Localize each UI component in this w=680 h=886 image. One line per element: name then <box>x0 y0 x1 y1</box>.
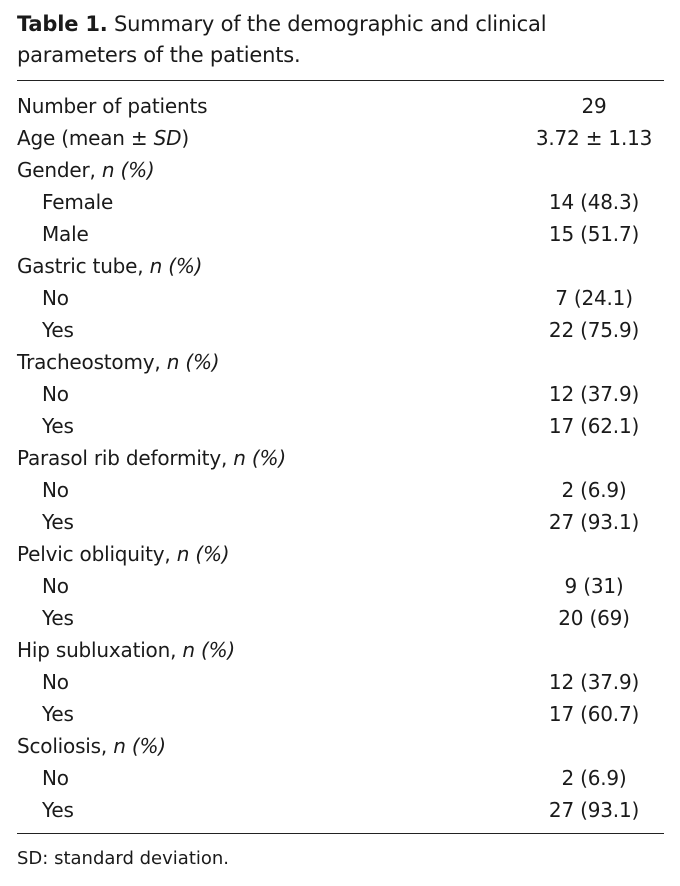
row-label-text: Age (mean ± <box>17 126 154 150</box>
row-label <box>42 378 69 410</box>
table-row <box>17 442 664 474</box>
row-value: 7 (24.1) <box>555 286 633 310</box>
row-value: 2 (6.9) <box>561 478 627 502</box>
row-value: 3.72 ± 1.13 <box>535 126 653 150</box>
table-footnote: SD: standard deviation. <box>17 848 230 869</box>
row-label-text: Gender, <box>17 158 102 182</box>
row-label-text: No <box>42 574 69 598</box>
row-value: 17 (60.7) <box>548 702 640 726</box>
table-caption <box>17 9 669 71</box>
row-value: 9 (31) <box>564 574 624 598</box>
row-label-text: Yes <box>42 318 74 342</box>
row-label <box>17 538 229 570</box>
row-label-text: Hip subluxation, <box>17 638 183 662</box>
row-label-unit: n (%) <box>149 254 203 278</box>
row-label <box>42 314 74 346</box>
row-label-text: No <box>42 670 69 694</box>
row-label <box>42 410 74 442</box>
row-label-text: Number of patients <box>17 94 208 118</box>
table-subrow <box>17 602 664 634</box>
row-label-text: Female <box>42 190 114 214</box>
table-row <box>17 538 664 570</box>
row-label-text: No <box>42 766 69 790</box>
row-label <box>42 570 69 602</box>
table-subrow <box>17 218 664 250</box>
row-label-text: Yes <box>42 606 74 630</box>
row-label-text: Pelvic obliquity, <box>17 542 177 566</box>
row-label-unit: n (%) <box>113 734 166 758</box>
table-body <box>17 90 664 826</box>
table-subrow <box>17 186 664 218</box>
table-row <box>17 122 664 154</box>
row-value: 27 (93.1) <box>548 798 640 822</box>
row-label <box>42 794 74 826</box>
row-label-unit: n (%) <box>176 542 230 566</box>
table-row <box>17 90 664 122</box>
row-label <box>42 218 89 250</box>
row-label-close: ) <box>181 126 189 150</box>
row-value: 20 (69) <box>558 606 630 630</box>
row-label-text: Scoliosis, <box>17 734 114 758</box>
row-label-text: Male <box>42 222 89 246</box>
table-row <box>17 250 664 282</box>
row-value: 17 (62.1) <box>548 414 640 438</box>
row-label-text: Parasol rib deformity, <box>17 446 234 470</box>
row-label-unit: n (%) <box>166 350 220 374</box>
row-label-unit: n (%) <box>182 638 236 662</box>
row-label <box>17 346 219 378</box>
row-label <box>42 762 69 794</box>
table-subrow <box>17 506 664 538</box>
table-row <box>17 634 664 666</box>
row-label-text: Gastric tube, <box>17 254 150 278</box>
row-label-text: Yes <box>42 798 74 822</box>
table-number: Table 1. <box>17 12 108 36</box>
row-label <box>17 154 154 186</box>
row-label-text: No <box>42 382 69 406</box>
bottom-rule <box>17 833 664 834</box>
row-label-text: Tracheostomy, <box>17 350 167 374</box>
table-subrow <box>17 570 664 602</box>
table-subrow <box>17 474 664 506</box>
row-label-text: Yes <box>42 414 74 438</box>
row-label-unit: n (%) <box>101 158 155 182</box>
table-row <box>17 730 664 762</box>
row-label <box>17 442 286 474</box>
table-subrow <box>17 666 664 698</box>
row-label <box>17 730 166 762</box>
row-label-text: Yes <box>42 510 74 534</box>
table-subrow <box>17 794 664 826</box>
row-label <box>42 282 69 314</box>
table-row <box>17 346 664 378</box>
table-subrow <box>17 698 664 730</box>
row-value: 15 (51.7) <box>548 222 640 246</box>
table-subrow <box>17 762 664 794</box>
row-label <box>17 90 207 122</box>
row-value: 2 (6.9) <box>561 766 627 790</box>
row-label <box>42 506 74 538</box>
row-value: 22 (75.9) <box>548 318 640 342</box>
row-label-text: Yes <box>42 702 74 726</box>
row-label <box>42 474 69 506</box>
table-subrow <box>17 314 664 346</box>
row-label <box>17 250 202 282</box>
table-subrow <box>17 378 664 410</box>
row-label <box>42 698 74 730</box>
row-label <box>42 602 74 634</box>
row-value: 27 (93.1) <box>548 510 640 534</box>
row-label-unit: SD <box>153 126 182 150</box>
row-value: 14 (48.3) <box>548 190 640 214</box>
row-value: 12 (37.9) <box>548 670 640 694</box>
row-value: 29 <box>581 94 607 118</box>
row-label <box>42 186 113 218</box>
top-rule <box>17 80 664 81</box>
row-label <box>17 122 189 154</box>
row-label-text: No <box>42 478 69 502</box>
row-label-unit: n (%) <box>233 446 286 470</box>
row-value: 12 (37.9) <box>548 382 640 406</box>
row-label <box>42 666 69 698</box>
row-label-text: No <box>42 286 69 310</box>
table-subrow <box>17 282 664 314</box>
table-subrow <box>17 410 664 442</box>
row-label <box>17 634 235 666</box>
table-title: Summary of the demographic and clinical parameters of the patients. <box>17 12 547 67</box>
table-row <box>17 154 664 186</box>
